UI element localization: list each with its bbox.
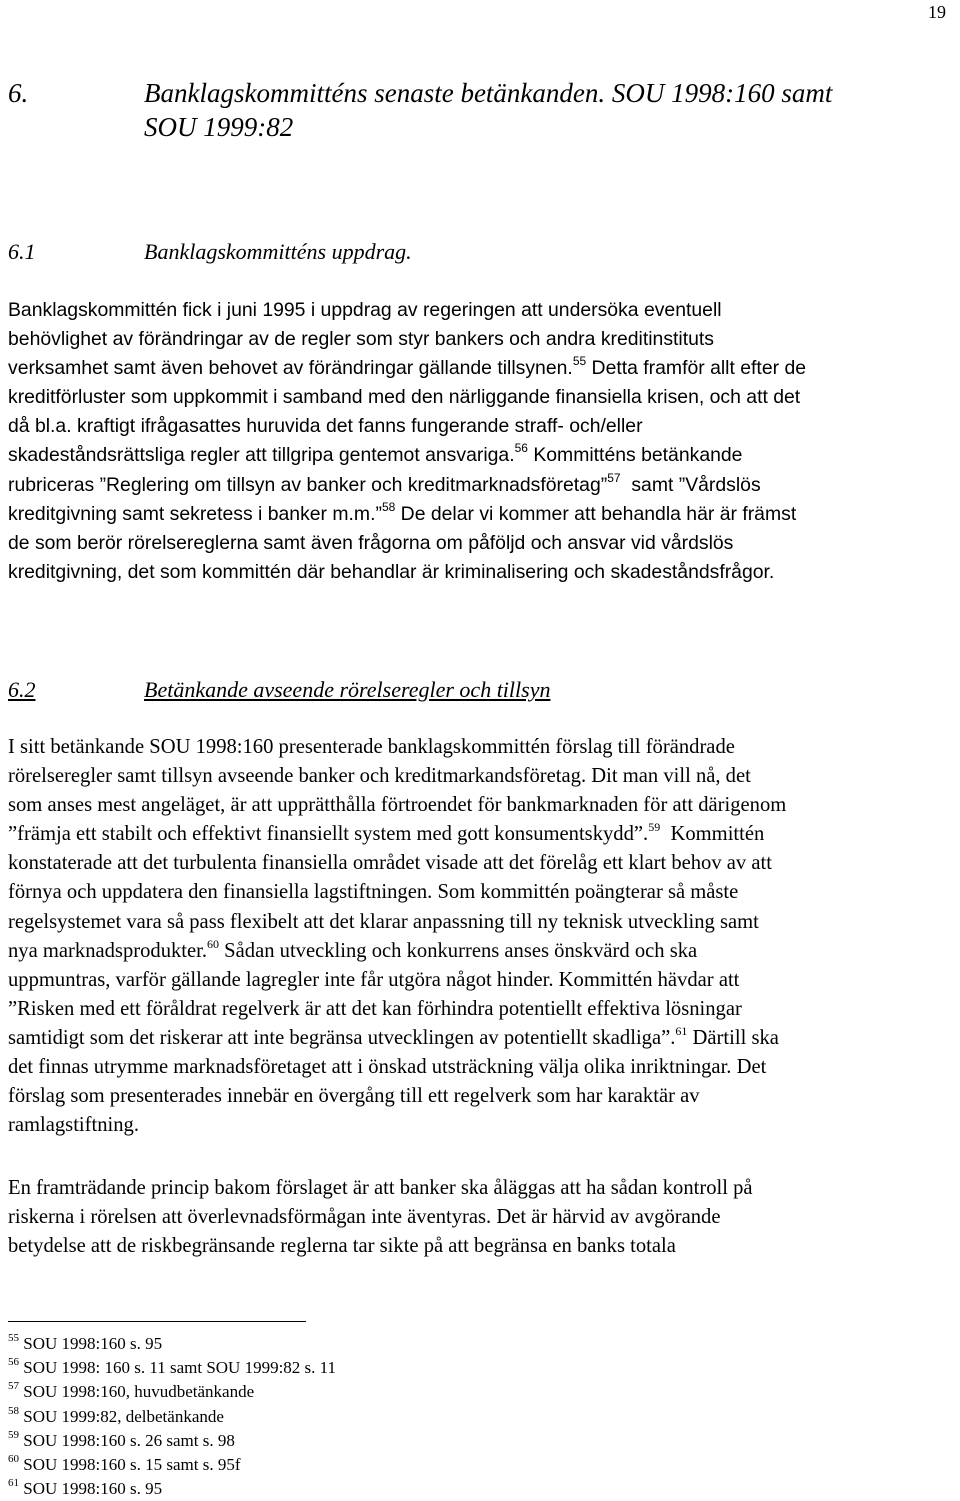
text-line: Banklagskommittén fick i juni 1995 i uppdrag av regeringen att undersöka eventuell bbox=[8, 299, 722, 321]
text-line: uppmuntras, varför gällande lagregler inte får utgöra något hinder. Kommittén hävdar att bbox=[8, 968, 740, 991]
text-segment: Detta framför allt efter de bbox=[586, 357, 807, 380]
text-line bbox=[8, 937, 958, 966]
text-segment: ”främja ett stabilt och effektivt finansiellt system med gott konsumentskydd”. bbox=[8, 823, 649, 846]
footnote-number: 57 bbox=[8, 1380, 19, 1393]
footnote-ref: 57 bbox=[607, 470, 621, 485]
footnote bbox=[8, 1477, 336, 1501]
footnote-number: 59 bbox=[8, 1428, 19, 1441]
text-line bbox=[8, 820, 958, 849]
chapter-title-line-1: Banklagskommitténs senaste betänkanden. SOU 1998:160 samt bbox=[144, 78, 833, 108]
text-line: som anses mest angeläget, är att upprätthålla förtroendet för bankmarknaden för att därigenom bbox=[8, 794, 787, 817]
text-line: kreditgivning, det som kommittén där behandlar är kriminalisering och skadeståndsfrågor. bbox=[8, 560, 775, 583]
text-segment: De delar vi kommer att behandla här är främst bbox=[395, 502, 797, 525]
text-segment: Därtill ska bbox=[687, 1026, 779, 1049]
footnote-ref: 60 bbox=[207, 936, 220, 951]
text-line: riskerna i rörelsen att överlevnadsförmågan inte äventyras. Det är härvid av avgörande bbox=[8, 1206, 721, 1229]
text-line bbox=[8, 1024, 958, 1053]
text-line: konstaterade att det turbulenta finansiella området visade att det förelåg ett klart behov av att bbox=[8, 852, 772, 875]
text-line: förnya och uppdatera den finansiella lagstiftningen. Som kommittén poängterar så måste bbox=[8, 881, 739, 904]
text-line: de som berör rörelsereglerna samt även frågorna om påföljd och ansvar vid vårdslös bbox=[8, 531, 734, 554]
text-line: ”Risken med ett föråldrat regelverk är att det kan förhindra potentiellt effektiva lösningar bbox=[8, 997, 742, 1020]
text-segment: Kommittén bbox=[660, 823, 765, 846]
text-line: En framträdande princip bakom förslaget är att banker ska åläggas att ha sådan kontroll på bbox=[8, 1177, 753, 1199]
text-line bbox=[8, 441, 958, 470]
text-segment: nya marknadsprodukter. bbox=[8, 939, 208, 962]
paragraph-2 bbox=[8, 733, 958, 1140]
section-heading-6-2 bbox=[8, 676, 550, 704]
footnotes bbox=[8, 1332, 336, 1501]
footnote bbox=[8, 1405, 336, 1429]
footnote-text: SOU 1999:82, delbetänkande bbox=[23, 1406, 224, 1426]
text-line: det finnas utrymme marknadsföretaget att i önskad utsträckning välja olika inriktningar. Det bbox=[8, 1056, 767, 1079]
footnote-text: SOU 1998:160, huvudbetänkande bbox=[23, 1382, 255, 1402]
footnote bbox=[8, 1453, 336, 1477]
section-number: 6.1 bbox=[8, 239, 36, 264]
text-line: förslag som presenterades innebär en övergång till ett regelverk som har karaktär av bbox=[8, 1085, 700, 1108]
footnote-text: SOU 1998:160 s. 95 bbox=[23, 1334, 163, 1353]
footnote-text: SOU 1998:160 s. 95 bbox=[23, 1479, 163, 1499]
text-segment: Kommitténs betänkande bbox=[527, 444, 743, 467]
footnote-ref: 56 bbox=[514, 441, 528, 456]
text-line: regelsystemet vara så pass flexibelt att det klarar anpassning till ny teknisk utveckling samt bbox=[8, 910, 759, 933]
text-segment: kreditgivning samt sekretess i banker m.m.” bbox=[8, 502, 382, 525]
paragraph-3 bbox=[8, 1174, 958, 1261]
chapter-number: 6. bbox=[8, 78, 29, 108]
footnote-ref: 59 bbox=[648, 820, 661, 835]
footnote-text: SOU 1998:160 s. 15 samt s. 95f bbox=[23, 1455, 241, 1475]
footnote-number: 61 bbox=[8, 1477, 19, 1490]
footnote bbox=[8, 1356, 336, 1380]
text-segment: Sådan utveckling och konkurrens anses önskvärd och ska bbox=[219, 939, 698, 962]
text-line bbox=[8, 500, 958, 529]
text-line: kreditförluster som uppkommit i samband med den närliggande finansiella krisen, och att det bbox=[8, 386, 801, 409]
text-line: rörelseregler samt tillsyn avseende banker och kreditmarkandsföretag. Dit man vill nå, det bbox=[8, 765, 751, 788]
footnote bbox=[8, 1332, 336, 1356]
footnote-number: 55 bbox=[8, 1332, 19, 1344]
text-segment: samt ”Vårdslös bbox=[620, 473, 761, 496]
text-line: ramlagstiftning. bbox=[8, 1114, 139, 1137]
page-number: 19 bbox=[928, 2, 946, 22]
footnote-ref: 58 bbox=[381, 499, 396, 514]
footnote bbox=[8, 1429, 336, 1453]
footnote-text: SOU 1998: 160 s. 11 samt SOU 1999:82 s. 11 bbox=[23, 1358, 337, 1378]
chapter-title-line-2: SOU 1999:82 bbox=[144, 112, 294, 142]
footnote bbox=[8, 1380, 336, 1404]
section-number: 6.2 bbox=[8, 677, 36, 702]
text-line bbox=[8, 471, 958, 500]
footnote-number: 56 bbox=[8, 1356, 19, 1369]
paragraph-1 bbox=[8, 296, 958, 587]
footnote-divider bbox=[8, 1321, 306, 1322]
text-segment: samtidigt som det riskerar att inte begränsa utvecklingen av potentiellt skadliga”. bbox=[8, 1026, 676, 1049]
text-segment: skadeståndsrättsliga regler att tillgripa gentemot ansvariga. bbox=[8, 444, 515, 467]
text-line: då bl.a. kraftigt ifrågasattes huruvida det fanns fungerande straff- och/eller bbox=[8, 415, 643, 438]
footnote-ref: 55 bbox=[572, 354, 587, 369]
footnote-ref: 61 bbox=[675, 1023, 688, 1038]
text-line: I sitt betänkande SOU 1998:160 presenterade banklagskommittén förslag till förändrade bbox=[8, 736, 735, 758]
section-heading-6-1 bbox=[8, 238, 412, 266]
footnote-text: SOU 1998:160 s. 26 samt s. 98 bbox=[23, 1430, 235, 1450]
text-line bbox=[8, 354, 958, 383]
chapter-heading bbox=[8, 76, 832, 144]
section-title: Banklagskommitténs uppdrag. bbox=[144, 239, 412, 264]
text-line: behövlighet av förändringar av de regler som styr bankers och andra kreditinstituts bbox=[8, 328, 714, 351]
text-segment: rubriceras ”Reglering om tillsyn av banker och kreditmarknadsföretag” bbox=[8, 473, 608, 496]
text-line: betydelse att de riskbegränsande reglerna tar sikte på att begränsa en banks totala bbox=[8, 1235, 676, 1258]
footnote-number: 58 bbox=[8, 1404, 19, 1417]
text-segment: verksamhet samt även behovet av förändringar gällande tillsynen. bbox=[8, 357, 573, 380]
section-title: Betänkande avseende rörelseregler och tillsyn bbox=[144, 677, 551, 702]
footnote-number: 60 bbox=[8, 1453, 19, 1466]
